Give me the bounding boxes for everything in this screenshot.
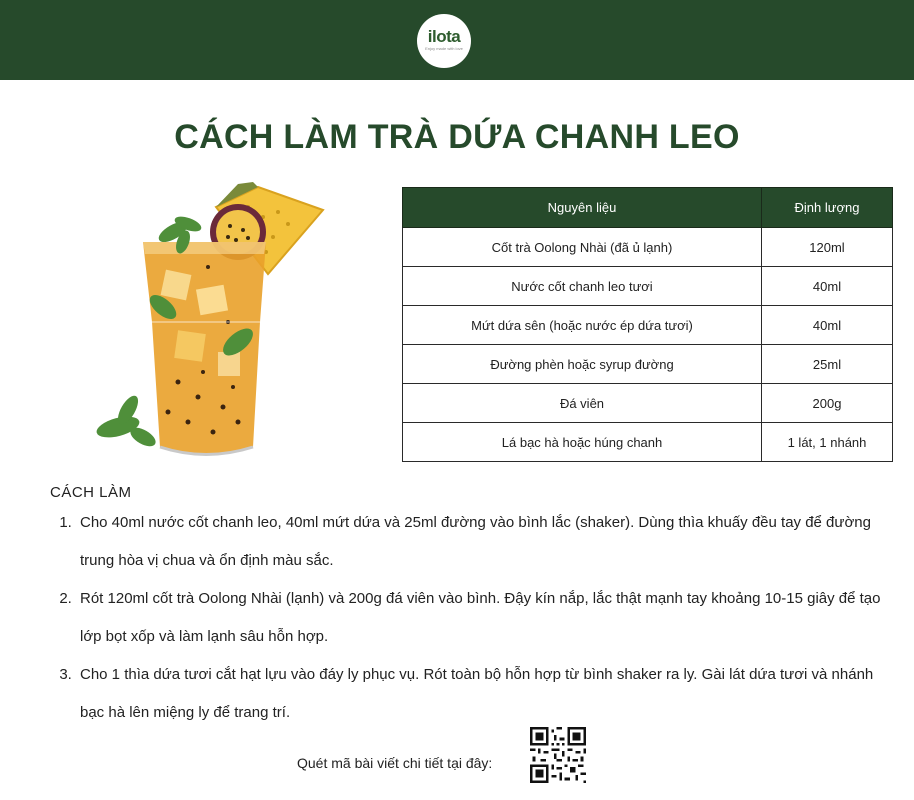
ingredient-cell: Cốt trà Oolong Nhài (đã ủ lạnh) [403, 228, 762, 267]
ingredient-cell: Mứt dứa sên (hoặc nước ép dứa tươi) [403, 306, 762, 345]
glass-icon [143, 242, 266, 455]
brand-logo[interactable] [417, 14, 471, 68]
page-title: CÁCH LÀM TRÀ DỨA CHANH LEO [174, 118, 740, 156]
table-header-row [403, 188, 893, 228]
ingredient-cell: Nước cốt chanh leo tươi [403, 267, 762, 306]
header-bar [0, 0, 914, 80]
table-row [403, 228, 893, 267]
column-header-amount: Định lượng [762, 188, 893, 228]
qr-code-icon[interactable] [530, 727, 586, 783]
ingredients-table [402, 187, 893, 462]
amount-cell: 200g [762, 384, 893, 423]
qr-label: Quét mã bài viết chi tiết tại đây: [297, 755, 493, 771]
column-header-ingredient: Nguyên liệu [403, 188, 762, 228]
ingredient-cell: Đường phèn hoặc syrup đường [403, 345, 762, 384]
ingredient-cell: Đá viên [403, 384, 762, 423]
step-item: 2. Rót 120ml cốt trà Oolong Nhài (lạnh) và 200g đá viên vào bình. Đậy kín nắp, lắc thật mạnh tay khoảng 10-15 giây để tạo lớp bọt xốp và làm lạnh sâu hỗn hợp. [76, 580, 896, 656]
amount-cell: 40ml [762, 306, 893, 345]
amount-cell: 1 lát, 1 nhánh [762, 423, 893, 462]
table-row [403, 306, 893, 345]
ingredient-cell: Lá bạc hà hoặc húng chanh [403, 423, 762, 462]
logo-tagline: Enjoy made with love [425, 46, 463, 51]
table-row [403, 423, 893, 462]
logo-text: ilota [427, 27, 461, 46]
amount-cell: 120ml [762, 228, 893, 267]
table-row [403, 267, 893, 306]
method-heading: CÁCH LÀM [50, 484, 132, 501]
amount-cell: 40ml [762, 267, 893, 306]
step-item: 1. Cho 40ml nước cốt chanh leo, 40ml mứt dứa và 25ml đường vào bình lắc (shaker). Dùng thìa khuấy đều tay để đường trung hòa vị chua và ổn định màu sắc. [76, 504, 896, 580]
table-row [403, 345, 893, 384]
table-row [403, 384, 893, 423]
step-item: 3. Cho 1 thìa dứa tươi cắt hạt lựu vào đáy ly phục vụ. Rót toàn bộ hỗn hợp từ bình shaker ra ly. Gài lát dứa tươi và nhánh bạc hà lên miệng ly để trang trí. [76, 656, 896, 732]
drink-illustration [88, 182, 328, 467]
amount-cell: 25ml [762, 345, 893, 384]
method-steps [62, 504, 896, 732]
